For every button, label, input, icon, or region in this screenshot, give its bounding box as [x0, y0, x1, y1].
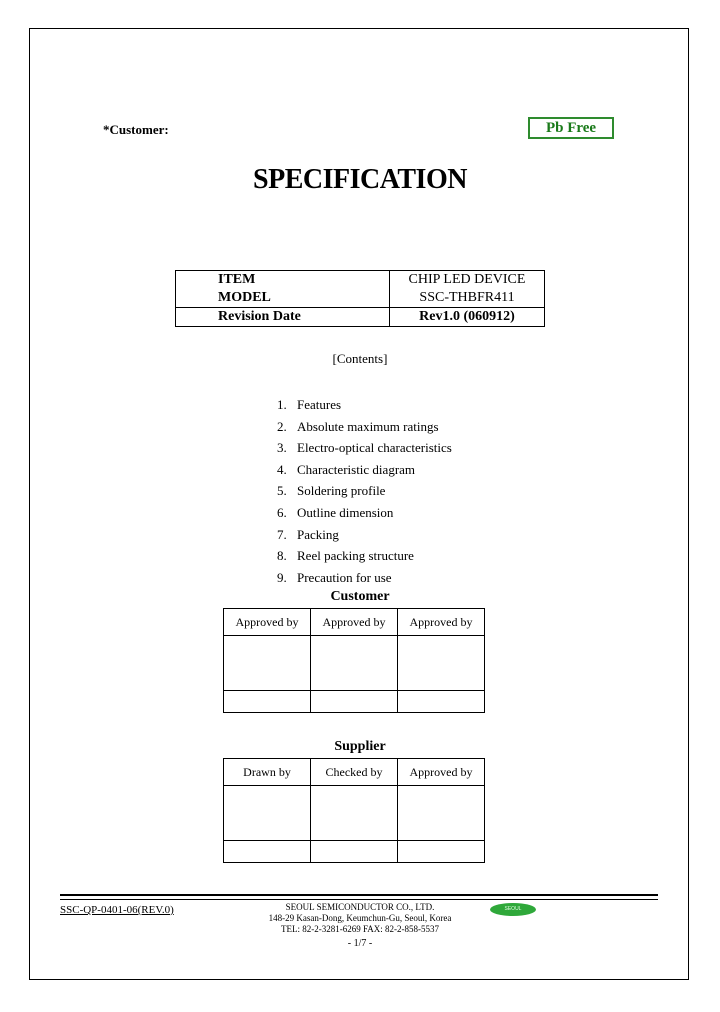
customer-label: *Customer: — [103, 122, 169, 137]
signature-cell[interactable] — [398, 786, 485, 841]
list-item: 4. Characteristic diagram — [277, 461, 416, 477]
document-code: SSC-QP-0401-06(REV.0) — [60, 904, 174, 916]
company-name: SEOUL SEMICONDUCTOR CO., LTD. — [285, 902, 435, 912]
signature-cell[interactable] — [224, 636, 311, 691]
supplier-approval-table — [223, 758, 485, 863]
list-item: 3. Electro-optical characteristics — [277, 440, 452, 456]
company-info — [0, 902, 720, 935]
contents-heading: [Contents] — [332, 351, 388, 366]
info-value-cell — [390, 271, 545, 308]
info-row-item-model — [176, 271, 545, 308]
date-cell[interactable] — [311, 841, 398, 863]
info-label-cell — [176, 271, 390, 308]
company-logo-icon: SEOUL — [490, 903, 536, 916]
list-item: 9. Precaution for use — [277, 569, 392, 585]
pb-free-badge: Pb Free — [528, 117, 614, 139]
footer-divider — [60, 894, 658, 896]
signature-cell[interactable] — [311, 636, 398, 691]
date-cell[interactable] — [311, 691, 398, 713]
customer-approval-heading: Customer — [330, 589, 390, 604]
table-header-cell: Drawn by — [224, 759, 311, 786]
list-item: 1. Features — [277, 397, 342, 412]
table-header-cell: Checked by — [311, 759, 398, 786]
info-label-model: MODEL — [218, 290, 271, 305]
date-cell[interactable] — [224, 841, 311, 863]
supplier-approval-heading: Supplier — [334, 739, 386, 754]
info-value-model: SSC-THBFR411 — [419, 290, 515, 305]
info-label-item: ITEM — [218, 272, 256, 287]
list-item: 8. Reel packing structure — [277, 548, 414, 564]
info-value-item: CHIP LED DEVICE — [408, 272, 526, 287]
company-address: 148-29 Kasan-Dong, Keumchun-Gu, Seoul, Korea — [268, 913, 452, 923]
table-header-cell: Approved by — [398, 609, 485, 636]
contents-list — [277, 394, 452, 588]
signature-cell[interactable] — [224, 786, 311, 841]
table-header-cell: Approved by — [311, 609, 398, 636]
footer-divider-thin — [60, 899, 658, 900]
info-label-revision: Revision Date — [176, 308, 390, 327]
signature-cell[interactable] — [311, 786, 398, 841]
table-header-cell: Approved by — [398, 759, 485, 786]
info-value-revision: Rev1.0 (060912) — [390, 308, 545, 327]
date-cell[interactable] — [398, 841, 485, 863]
page-number: - 1/7 - — [347, 938, 373, 949]
list-item: 5. Soldering profile — [277, 483, 386, 499]
list-item: 2. Absolute maximum ratings — [277, 418, 439, 434]
list-item: 6. Outline dimension — [277, 504, 394, 520]
date-cell[interactable] — [398, 691, 485, 713]
list-item: 7. Packing — [277, 526, 339, 542]
table-header-cell: Approved by — [224, 609, 311, 636]
company-contact: TEL: 82-2-3281-6269 FAX: 82-2-858-5537 — [280, 924, 440, 934]
customer-approval-table — [223, 608, 485, 713]
date-cell[interactable] — [224, 691, 311, 713]
page-title: SPECIFICATION — [253, 164, 467, 195]
signature-cell[interactable] — [398, 636, 485, 691]
info-table — [175, 270, 545, 327]
info-row-revision — [176, 308, 545, 327]
